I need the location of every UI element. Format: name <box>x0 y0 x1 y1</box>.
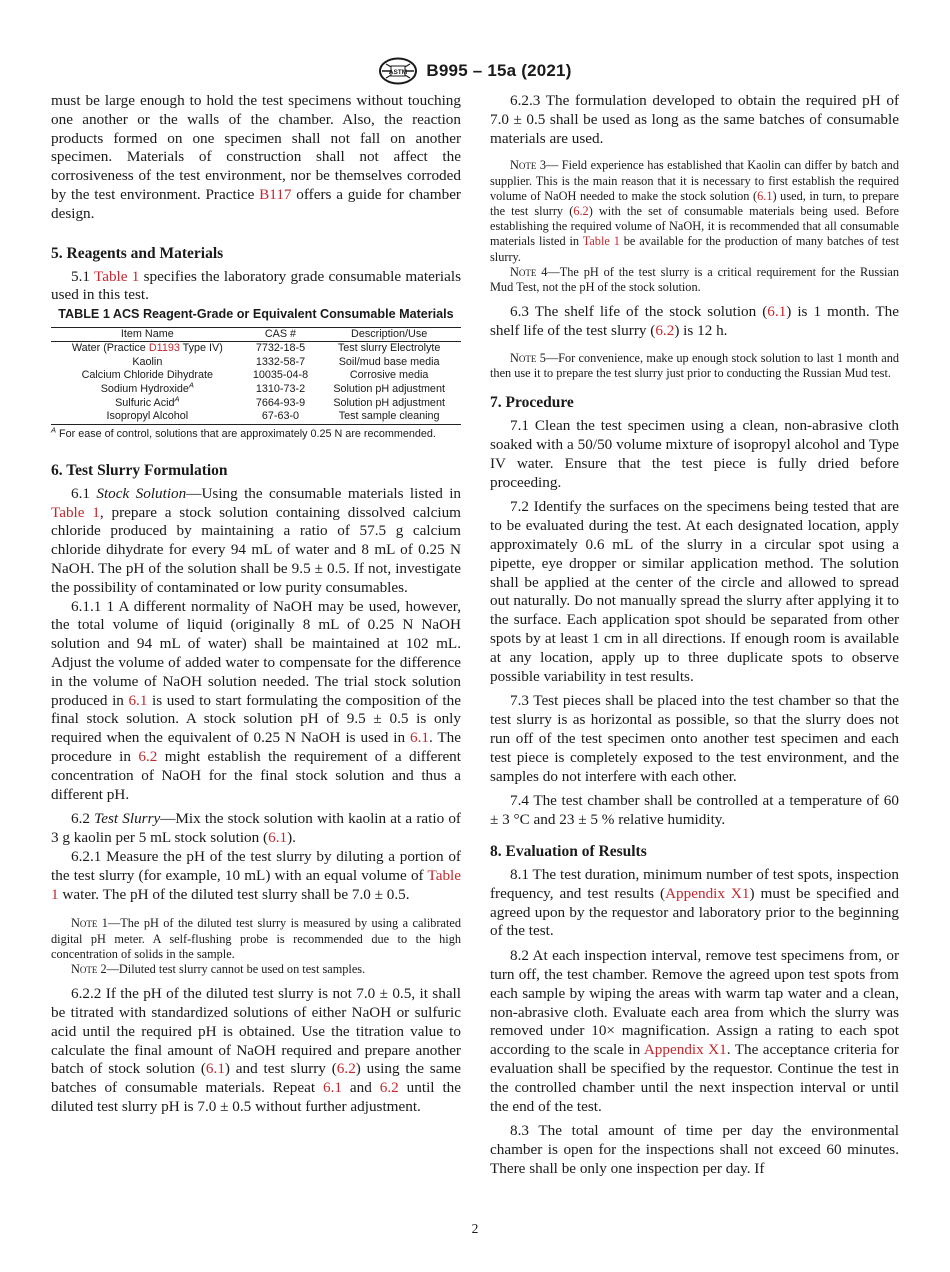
ref-table-1-link[interactable]: Table 1 <box>93 267 140 285</box>
use-cell: Solution pH adjustment <box>333 383 445 396</box>
ref-6-1-link[interactable]: 6.1 <box>128 691 148 709</box>
footnote-mark: A <box>188 380 194 390</box>
logo-text: ASTM <box>389 69 408 76</box>
table-1-caption: TABLE 1 ACS Reagent-Grade or Equivalent Consumable Materials <box>58 307 454 322</box>
item-name-cell: Calcium Chloride Dihydrate <box>81 369 214 382</box>
paragraph-6-2-3: 6.2.3 The formulation developed to obtain the required pH of 7.0 ± 0.5 shall be used as long as the same batches of consumable materials are used. <box>490 92 899 147</box>
note-3: Note 3— Field experience has established that Kaolin can differ by batch and supplier. This is the main reason that it is necessary to first establish the required volume of NaOH needed to make the stock solution (6.1) used, in turn, to prepare the test slurry (6.2) with the set of consumable materials being used. Before establishing the required volume of NaOH, it is recommended that all consumable materials listed in Table 1 be available for the production of many batches of test slurry. <box>490 158 900 264</box>
use-cell: Corrosive media <box>349 369 429 382</box>
item-name-cell: Sodium Hydroxide$^A$ <box>100 380 194 396</box>
paragraph-7-4: 7.4 The test chamber shall be controlled at a temperature of 60 ± 3 °C and 23 ± 5 % relative humidity. <box>490 792 899 829</box>
ref-6-1-link[interactable]: 6.1 <box>323 1079 342 1097</box>
right-column <box>490 92 899 1179</box>
ref-6-2-link[interactable]: 6.2 <box>138 747 158 765</box>
ref-appendix-x1-link[interactable]: Appendix X1 <box>643 1041 727 1059</box>
consumables-table <box>51 327 461 425</box>
left-column <box>51 92 461 1117</box>
ref-6-2-link[interactable]: 6.2 <box>379 1079 399 1097</box>
table-header-row <box>51 327 461 342</box>
paragraph-6-1: 6.1 Stock Solution—Using the consumable materials listed in Table 1, prepare a stock solution containing dissolved calcium chloride produced by maintaining a ratio of 57.5 g calcium chloride dihydrate for every 94 mL of water and 8 mL of 0.25 N NaOH. The pH of the solution shall be 9.5 ± 0.5. If not, investigate the possibility of contaminated or low purity consumables. <box>51 484 462 596</box>
ref-6-1-link[interactable]: 6.1 <box>409 729 429 747</box>
note-2: Note 2—Diluted test slurry cannot be used on test samples. <box>71 961 366 976</box>
table-row <box>51 342 461 356</box>
section-6-heading: 6. Test Slurry Formulation <box>51 461 228 479</box>
use-cell: Solution pH adjustment <box>333 396 445 409</box>
paragraph-7-2: 7.2 Identify the surfaces on the specimens being tested that are to be evaluated during the test. At each designated location, apply approximately 0.6 mL of the slurry in a circular spot using a pipette, eye dropper or similar application method. The solution shall be applied at the center of the circle and allowed to spread out naturally. Do not manually spread the slurry after applying it to the surface. Each application spot should be separated from other spots by at least 1 cm in all directions. If enough room is available at any location, apply up to three duplicate spots to observe possible variability in test results. <box>490 498 899 685</box>
cas-cell: 1310-73-2 <box>255 383 306 396</box>
paragraph-7-3: 7.3 Test pieces shall be placed into the test chamber so that the test slurry is as horizontal as possible, so that the slurry does not run off of the test specimen onto another test specimen and each test piece is completely exposed to the test environment, and the samples do not interfere with each other. <box>490 692 899 785</box>
page-header <box>0 56 950 86</box>
cas-cell: 1332-58-7 <box>255 355 306 368</box>
paragraph-6-2-1: 6.2.1 Measure the pH of the test slurry by diluting a portion of the test slurry (for example, 10 mL) with an equal volume of Table 1 water. The pH of the diluted test slurry shall be 7.0 ± 0.5. <box>51 847 461 903</box>
table-row <box>51 397 461 411</box>
note-5: Note 5—For convenience, make up enough stock solution to last 1 month and then use it to prepare the test slurry just prior to conducting the Russian Mud test. <box>490 350 899 381</box>
column-header: Description/Use <box>351 327 428 340</box>
item-name-cell: Kaolin <box>132 355 163 368</box>
ref-6-2-link[interactable]: 6.2 <box>573 204 589 218</box>
chamber-paragraph: must be large enough to hold the test specimens without touching one another or the walls of the chamber. Also, the reaction products formed on one specimen shall not fall on another specimen. Materials of construction shall not affect the corrosiveness of the test environment, nor be themselves corroded by the test environment. Practice B117 offers a guide for chamber design. <box>51 92 461 222</box>
cas-cell: 7732-18-5 <box>255 342 306 355</box>
paragraph-6-2: 6.2 Test Slurry—Mix the stock solution with kaolin at a ratio of 3 g kaolin per 5 mL stock solution (6.1). <box>51 810 461 847</box>
section-5-heading: 5. Reagents and Materials <box>51 244 224 262</box>
ref-6-1-link[interactable]: 6.1 <box>767 303 787 321</box>
paragraph-8-3: 8.3 The total amount of time per day the environmental chamber is open for the inspections shall not exceed 60 minutes. There shall be only one inspection per day. If <box>490 1122 899 1177</box>
use-cell: Test sample cleaning <box>338 410 440 423</box>
column-header: CAS # <box>264 327 297 340</box>
cas-cell: 10035-04-8 <box>252 369 309 382</box>
column-header: Item Name <box>120 327 174 340</box>
note-4: Note 4—The pH of the test slurry is a critical requirement for the Russian Mud Test, not the pH of the stock solution. <box>490 264 900 295</box>
use-cell: Soil/mud base media <box>338 355 440 368</box>
ref-table-1-link[interactable]: Table 1 <box>51 503 100 521</box>
ref-table-1-link[interactable]: Table 1 <box>51 866 461 903</box>
note-1: Note 1—The pH of the diluted test slurry is measured by using a calibrated digital pH meter. A self-flushing probe is recommended due to the high concentration of solids in the sample. <box>51 916 461 961</box>
astm-logo-icon <box>378 57 418 85</box>
ref-b117-link[interactable]: B117 <box>259 185 292 203</box>
page-number: 2 <box>471 1221 479 1236</box>
table-footnote: $^A$ For ease of control, solutions that are approximately 0.25 N are recommended. <box>51 425 436 440</box>
paragraph-6-1-1: 6.1.1 1 A different normality of NaOH may be used, however, the total volume of liquid (originally 8 mL of 0.25 N NaOH solution and 94 mL of water) shall be maintained at 102 mL. Adjust the volume of added water to compensate for the difference in the volume of NaOH solution needed. The trial stock solution produced in 6.1 is used to start formulating the composition of the final stock solution. A stock solution pH of 9.5 ± 0.5 is only required when the equivalent of 0.25 N NaOH is used in 6.1. The procedure in 6.2 might establish the requirement of a different concentration of NaOH for the final stock solution and thus a different pH. <box>51 597 461 803</box>
paragraph-6-3: 6.3 The shelf life of the stock solution (6.1) is 1 month. The shelf life of the test slurry (6.2) is 12 h. <box>490 303 899 340</box>
cas-cell: 7664-93-9 <box>255 396 306 409</box>
section-7-heading: 7. Procedure <box>490 394 574 412</box>
paragraph-6-2-2: 6.2.2 If the pH of the diluted test slurry is not 7.0 ± 0.5, it shall be titrated with standardized solutions of either NaOH or sulfuric acid until the required pH is obtained. Use the titration value to calculate the final amount of NaOH required and prepare another batch of stock solution (6.1) and test slurry (6.2) using the same batches of consumable materials. Repeat 6.1 and 6.2 until the diluted test slurry pH is 7.0 ± 0.5 without further adjustment. <box>51 985 462 1115</box>
table-row <box>51 383 461 397</box>
ref-6-1-link[interactable]: 6.1 <box>268 829 288 847</box>
ref-d1193-link[interactable]: D1193 <box>148 342 180 355</box>
ref-6-1-link[interactable]: 6.1 <box>205 1060 225 1078</box>
item-name-cell: Isopropyl Alcohol <box>106 410 189 423</box>
ref-6-2-link[interactable]: 6.2 <box>336 1060 356 1078</box>
paragraph-7-1: 7.1 Clean the test specimen using a clean, non-abrasive cloth soaked with a 50/50 volume mixture of isopropyl alcohol and Type IV water. Ensure that the test piece is fully dried before proceeding. <box>490 417 899 491</box>
ref-appendix-x1-link[interactable]: Appendix X1 <box>665 884 750 902</box>
item-name-cell: Sulfuric Acid$^A$ <box>115 394 180 409</box>
section-8-heading: 8. Evaluation of Results <box>490 842 647 860</box>
paragraph-8-2: 8.2 At each inspection interval, remove test specimens from, or turn off, the test chamber. Remove the agreed upon test spots from each sample by wiping the areas with warm tap water and a clean, non-abrasive cloth. Evaluate each area from which the slurry was removed under 10× magnification. Assign a rating to each spot according to the scale in Appendix X1. The acceptance criteria for evaluation shall be specified by the requestor. Continue the test in the controlled chamber until the next inspection interval or until the end of the test. <box>490 947 899 1115</box>
footnote-mark: A <box>174 394 180 404</box>
use-cell: Test slurry Electrolyte <box>337 342 441 355</box>
table-row <box>51 356 461 370</box>
ref-table-1-link[interactable]: Table 1 <box>582 234 620 249</box>
ref-6-2-link[interactable]: 6.2 <box>655 322 675 340</box>
paragraph-5-1: 5.1 Table 1 specifies the laboratory grade consumable materials used in this test. <box>51 267 461 304</box>
paragraph-8-1: 8.1 The test duration, minimum number of test spots, inspection frequency, and test results (Appendix X1) must be specified and agreed upon by the requestor and laboratory prior to the beginning of the test. <box>490 865 899 940</box>
cas-cell: 67-63-0 <box>261 410 300 423</box>
item-name-cell: Water (Practice D1193 Type IV) <box>71 342 223 355</box>
table-row <box>51 369 461 383</box>
ref-6-1-link[interactable]: 6.1 <box>757 188 773 203</box>
document-designation: B995 – 15a (2021) <box>426 61 572 80</box>
table-row <box>51 410 461 424</box>
